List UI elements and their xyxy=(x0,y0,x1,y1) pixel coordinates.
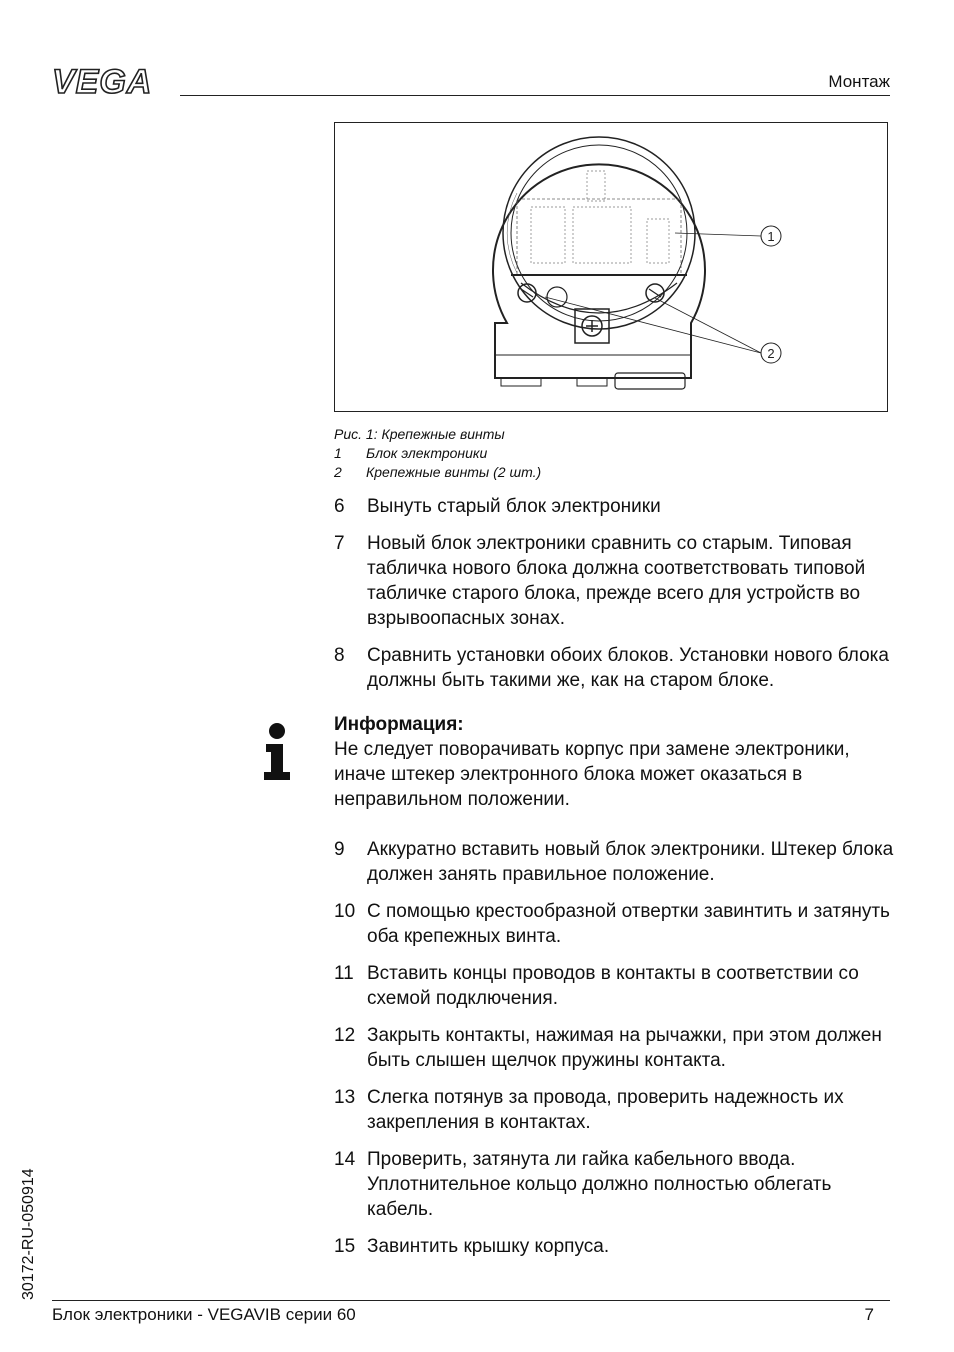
vega-logo xyxy=(50,64,168,98)
step-item: 10 С помощью крестообразной отвертки завинтить и затянуть оба крепежных винта. xyxy=(334,901,890,947)
footer-rule xyxy=(52,1300,890,1301)
legend-item: 1 Блок электроники xyxy=(334,445,488,461)
step-item: 12 Закрыть контакты, нажимая на рычажки, при этом должен быть слышен щелчок пружины контакта. xyxy=(334,1025,882,1071)
electronics-housing-drawing xyxy=(335,123,889,413)
step-item: 7 Новый блок электроники сравнить со старым. Типовая табличка нового блока должна соответствовать типовой табличке старого блока, прежде всего для устройств во взрывоопасных зонах. xyxy=(334,533,866,629)
info-icon xyxy=(262,722,292,782)
steps-list-b xyxy=(334,837,894,1271)
svg-text:1: 1 xyxy=(767,229,775,244)
step-item: 9 Аккуратно вставить новый блок электроники. Штекер блока должен занять правильное положение. xyxy=(334,839,894,885)
info-title: Информация: xyxy=(334,714,464,735)
figure-frame xyxy=(334,122,888,412)
step-item: 11 Вставить концы проводов в контакты в соответствии со схемой подключения. xyxy=(334,963,859,1009)
steps-list-a xyxy=(334,494,894,705)
legend-item: 2 Крепежные винты (2 шт.) xyxy=(334,464,542,480)
svg-text:VEGA: VEGA xyxy=(52,64,153,98)
step-item: 15 Завинтить крышку корпуса. xyxy=(334,1236,610,1257)
info-note xyxy=(334,712,894,812)
header-rule xyxy=(180,95,890,96)
section-title: Монтаж xyxy=(828,72,890,91)
step-item: 8 Сравнить установки обоих блоков. Установки нового блока должны быть такими же, как на старом блоке. xyxy=(334,645,889,691)
info-text: Не следует поворачивать корпус при замене электроники, иначе штекер электронного блока может оказаться в неправильном положении. xyxy=(334,739,850,810)
page-number: 7 xyxy=(864,1305,874,1324)
caption-title: Рис. 1: Крепежные винты xyxy=(334,426,505,442)
footer-title: Блок электроники - VEGAVIB серии 60 xyxy=(52,1305,356,1324)
svg-text:2: 2 xyxy=(767,346,775,361)
step-item: 6 Вынуть старый блок электроники xyxy=(334,496,661,517)
step-item: 13 Слегка потянув за провода, проверить надежность их закрепления в контактах. xyxy=(334,1087,844,1133)
figure-caption xyxy=(334,425,541,482)
document-code: 30172-RU-050914 xyxy=(20,1168,37,1300)
electronics-module xyxy=(517,199,681,275)
step-item: 14 Проверить, затянута ли гайка кабельного ввода. Уплотнительное кольцо должно полностью облегать кабель. xyxy=(334,1149,832,1220)
